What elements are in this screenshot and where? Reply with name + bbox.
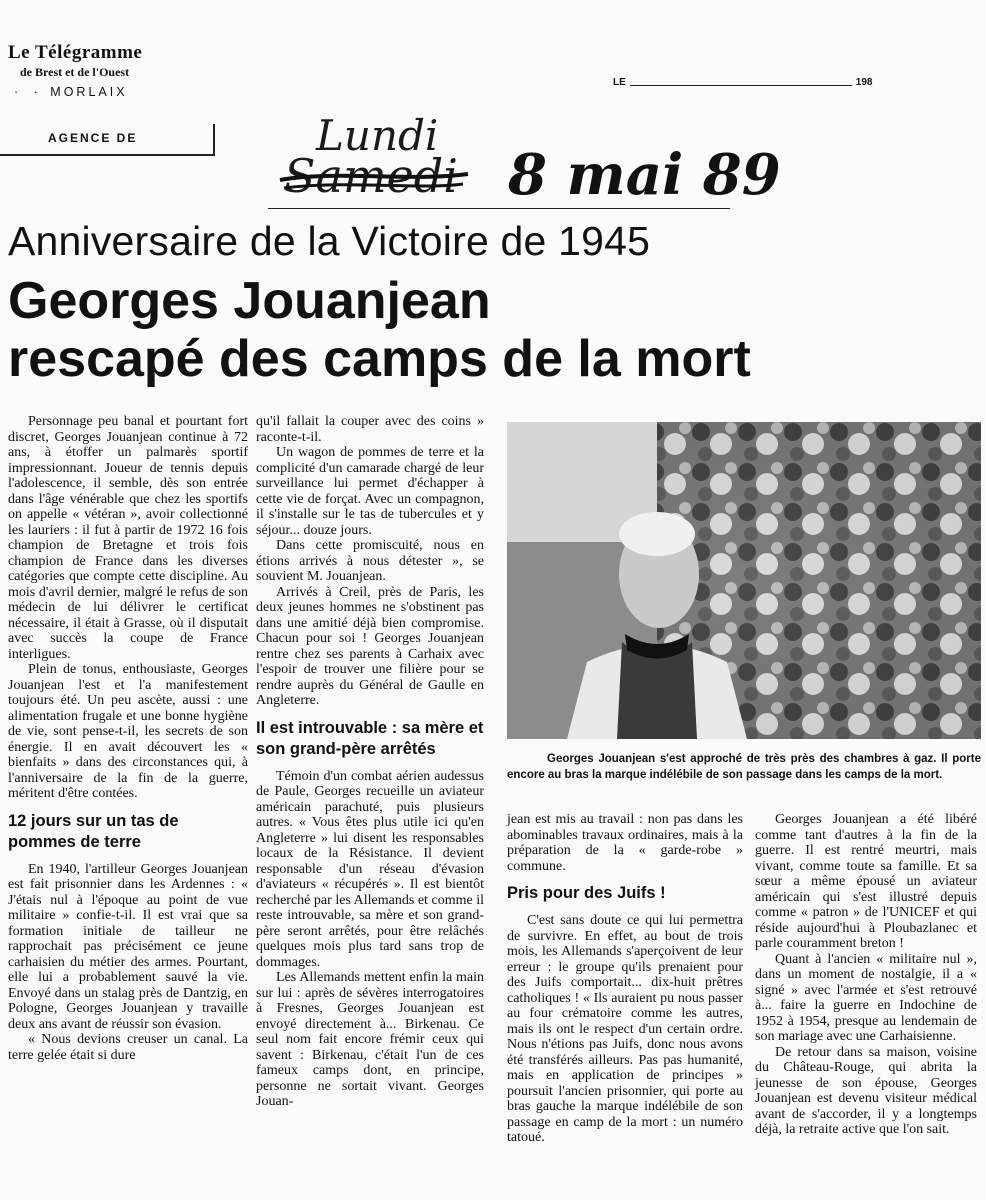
handwritten-date-value: 8 mai 89 <box>508 142 781 208</box>
dateline-prefix: LE <box>613 77 626 88</box>
col1-paragraph-4: « Nous devions creuser un canal. La terre gelée était si dure <box>8 1032 248 1063</box>
agence-label: AGENCE DE <box>48 131 138 145</box>
col1-subheading: 12 jours sur un tas de pommes de terre <box>8 811 179 851</box>
city-name: MORLAIX <box>50 85 128 99</box>
col1-paragraph-3: En 1940, l'artilleur Georges Jouanjean est fait prisonnier dans les Ardennes : « J'étais nul à l'époque au point de vue militaire » confie-t-il. Il est vrai que sa formation initiale de tailleur ne rapprochait pas précisément ce jeune carhaisien du métier des armes. Pourtant, elle lui a probablement sauvé la vie. Envoyé dans un stalag près de Dantzig, en Pologne, Georges Jouanjean y travaille deux ans avant de réussir son évasion. <box>8 861 248 1032</box>
newspaper-city <box>14 85 208 99</box>
col3-subheading: Pris pour des Juifs ! <box>507 884 666 902</box>
col2-subheading: Il est introuvable : sa mère et son grand-père arrêtés <box>256 718 484 758</box>
headline-line-1: Georges Jouanjean <box>8 272 491 330</box>
portrait-illustration <box>507 422 981 739</box>
headline-line-2: rescapé des camps de la mort <box>8 330 751 388</box>
newspaper-title: Le Télégramme <box>8 42 143 63</box>
col2-paragraph-3: Dans cette promiscuité, nous en étions arrivés à nous détester », se souvient M. Jouanjean. <box>256 538 484 584</box>
handwritten-day: Lundi <box>316 111 439 160</box>
col2-paragraph-4: Arrivés à Creil, près de Paris, les deux jeunes hommes ne s'obstinent pas dans une amitié déjà bien compromise. Chacun pour soi ! Georges Jouanjean rentre chez ses parents à Carhaix avec l'espoir de trouver une filière pour se rendre auprès du Général de Gaulle en Angleterre. <box>256 584 484 708</box>
article-kicker: Anniversaire de la Victoire de 1945 <box>8 218 651 264</box>
col1-paragraph-2: Plein de tonus, enthousiaste, Georges Jouanjean l'est et l'a manifestement toujours été. Un peu ascète, aussi : une alimentation frugale et une bonne hygiène de vie, sont pense-t-il, les secrets de son énergie. Il en avait découvert les « bienfaits » dans des circonstances qui, à l'anniversaire de la fin de la guerre, méritent d'être contées. <box>8 662 248 801</box>
article-headline <box>8 272 751 388</box>
col3-paragraph-2: C'est sans doute ce qui lui permettra de survivre. En effet, au bout de trois mois, les Allemands s'aperçoivent de leur erreur : le groupe qu'ils prenaient pour des Juifs comportait... dix-huit prêtres catholiques ! « Ils auraient pu nous passer au four crématoire comme les autres, mais ils ont le respect d'un certain ordre. Nous n'étions pas Juifs, donc nous avons été transférés ailleurs. Pas pas humanité, mais en application de principes » poursuit l'ancien prisonnier, qui porte au bras gauche la marque indélébile de son passage en camp de la mort : un numéro tatoué. <box>507 913 743 1145</box>
col2-paragraph-6: Les Allemands mettent enfin la main sur lui : après de sévères interrogatoires à Fresnes, Georges Jouanjean est envoyé directement à... Birkenau. Ce seul nom fait encore frémir ceux qui savent : Birkenau, c'était l'un de ces fameux camps dont, en principe, personne ne sortait vivant. Georges Jouan- <box>256 970 484 1109</box>
col4-paragraph-1: Georges Jouanjean a été libéré comme tant d'autres à la fin de la guerre. Il est rentré meurtri, mais vivant, comme toute sa famille. Et sa sœur a même épousé un aviateur américain qui s'est illustré depuis comme « patron » de l'UNICEF et qui réside aujourd'hui à Ploubazlanec et parle couramment breton ! <box>755 812 977 951</box>
article-column-1 <box>8 414 248 1063</box>
col2-paragraph-2: Un wagon de pommes de terre et la complicité d'un camarade chargé de leur surveillance lui permet d'échapper à cette vie de forçat. Avec un compagnon, il s'installe sur le tas de tubercules et y séjour... douze jours. <box>256 445 484 538</box>
handwritten-date <box>258 100 781 210</box>
col4-paragraph-2: Quant à l'ancien « militaire nul », dans un moment de nostalgie, il a « signé » avec l'armée et s'est retrouvé à... faire la guerre en Indochine de 1952 à 1954, presque au lendemain de son mariage avec une Carhaisienne. <box>755 951 977 1044</box>
col4-paragraph-3: De retour dans sa maison, voisine du Château-Rouge, qui abrita la jeunesse de son épouse, Georges Jouanjean est devenu visiteur médical avant de s'accorder, il y a longtemps déjà, la retraite active que l'on sait. <box>755 1044 977 1137</box>
article-column-2 <box>256 414 484 1110</box>
article-column-4 <box>755 812 977 1138</box>
city-dots: · · <box>14 85 44 99</box>
col1-paragraph-1: Personnage peu banal et pourtant fort discret, Georges Jouanjean continue à 72 ans, à étoffer un palmarès sportif impressionnant. Joueur de tennis depuis l'adolescence, il semble, dès son entrée dans l'âge vénérable que chez les sportifs on appelle « vétéran », avoir collectionné les lauriers : il fut à partir de 1972 16 fois champion de Bretagne et trois fois champion de France dans les diverses catégories que compte cette discipline. Au mois d'avril dernier, malgré le refus de son médecin de lui délivrer le certificat nécessaire, il était à Grasse, où il disputait avec succès la coupe de France interligues. <box>8 414 248 662</box>
article-column-3 <box>507 812 743 1146</box>
photo-caption: Georges Jouanjean s'est approché de très près des chambres à gaz. Il porte encore au bras la marque indélébile de son passage dans les camps de la mort. <box>507 753 981 781</box>
portrait-photo <box>507 422 981 739</box>
handwritten-crossed-word: Samedi <box>284 149 458 203</box>
col2-paragraph-5: Témoin d'un combat aérien audessus de Paule, Georges recueille un aviateur américain parachuté, puis plusieurs autres. « Vous êtes plus utile ici qu'en Angleterre » lui disent les responsables locaux de la Résistance. Il devient responsable d'un réseau d'évasion d'aviateurs « récupérés ». Il est bientôt recherché par les Allemands et comme il reste introuvable, sa mère et son grand-père seront arrêtés, pour être relâchés quelques mois plus tard sans trop de dommages. <box>256 768 484 970</box>
dateline-suffix: 198 <box>855 77 873 88</box>
dateline-rule <box>630 85 852 86</box>
masthead <box>8 42 208 99</box>
newspaper-subtitle: de Brest et de l'Ouest <box>20 65 130 79</box>
col2-paragraph-1: qu'il fallait la couper avec des coins » raconte-t-il. <box>256 414 484 445</box>
handwriting-underline <box>268 208 730 209</box>
dateline <box>613 77 872 88</box>
col3-paragraph-1: jean est mis au travail : non pas dans les abominables travaux ordinaires, mais à la préparation de la « garde-robe » commune. <box>507 812 743 874</box>
